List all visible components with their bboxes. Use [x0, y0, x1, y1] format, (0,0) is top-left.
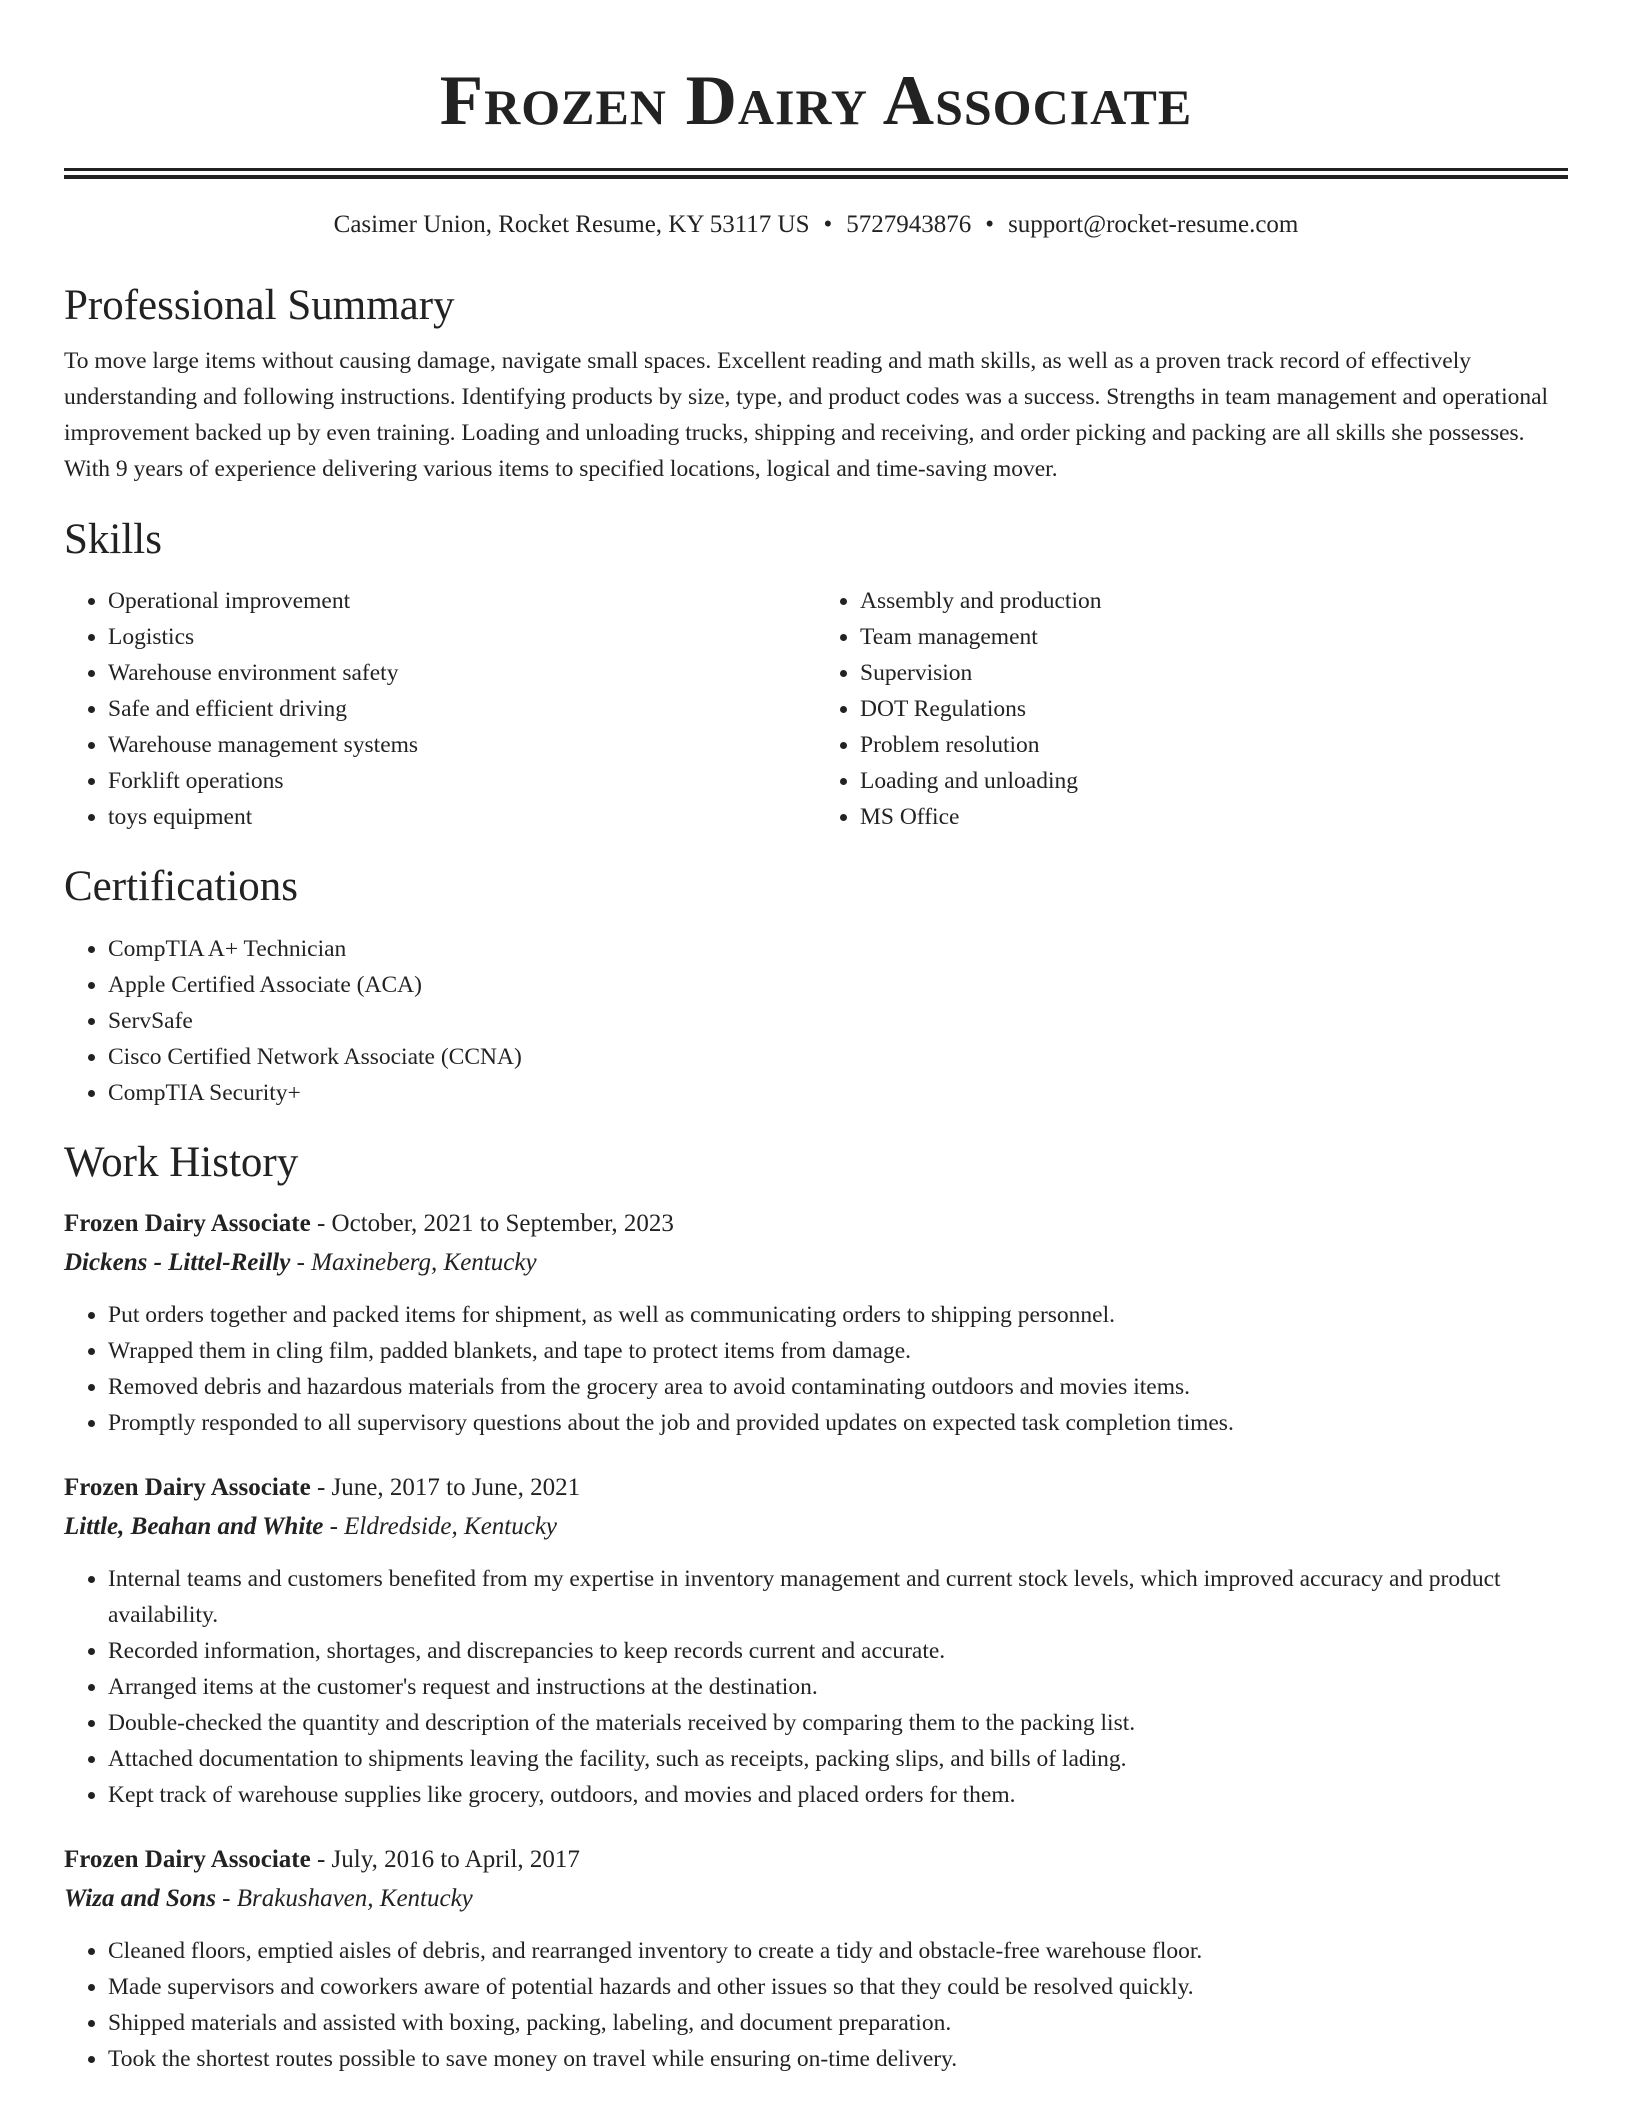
page-title: Frozen Dairy Associate [439, 62, 1193, 140]
job-bullet: • Put orders together and packed items for shipment, as well as communicating orders to shipping personnel. [108, 1297, 1568, 1333]
certification-item: • Apple Certified Associate (ACA) [108, 967, 1568, 1003]
job-title: Frozen Dairy Associate [64, 1210, 311, 1237]
job-employer-line [64, 1879, 1568, 1919]
certification-item: • CompTIA A+ Technician [108, 931, 1568, 967]
skills-list-right [816, 583, 1568, 835]
job-bullet: • Cleaned floors, emptied aisles of debris, and rearranged inventory to create a tidy and obstacle-free warehouse floor. [108, 1933, 1568, 1969]
contact-address: Casimer Union, Rocket Resume, KY 53117 US [333, 211, 810, 238]
certification-item: • Cisco Certified Network Associate (CCNA) [108, 1039, 1568, 1075]
job-header [64, 1841, 1568, 1879]
job-dates: - October, 2021 to September, 2023 [310, 1210, 674, 1237]
employer-name: Little, Beahan and White [64, 1513, 324, 1540]
job-header [64, 1469, 1568, 1507]
summary-heading: Professional Summary [64, 282, 455, 329]
certification-item: • CompTIA Security+ [108, 1075, 1568, 1111]
skill-item: • Warehouse management systems [108, 727, 816, 763]
skill-item: • DOT Regulations [860, 691, 1568, 727]
skill-item: • Operational improvement [108, 583, 816, 619]
job-entry [64, 1469, 1568, 1813]
skill-item: • Team management [860, 619, 1568, 655]
job-dates: - June, 2017 to June, 2021 [310, 1474, 581, 1501]
job-title: Frozen Dairy Associate [64, 1846, 311, 1873]
skill-item: • MS Office [860, 799, 1568, 835]
job-bullet: • Removed debris and hazardous materials from the grocery area to avoid contaminating outdoors and movies items. [108, 1369, 1568, 1405]
employer-name: Wiza and Sons [64, 1885, 216, 1912]
job-entry [64, 1205, 1568, 1441]
job-bullets [64, 1561, 1568, 1813]
job-dates: - July, 2016 to April, 2017 [310, 1846, 580, 1873]
employer-location: - Brakushaven, Kentucky [215, 1885, 473, 1912]
skill-item: • Safe and efficient driving [108, 691, 816, 727]
job-bullet: • Double-checked the quantity and description of the materials received by comparing them to the packing list. [108, 1705, 1568, 1741]
employer-location: - Eldredside, Kentucky [323, 1513, 558, 1540]
work-history-heading: Work History [64, 1139, 299, 1186]
skill-item: • Loading and unloading [860, 763, 1568, 799]
job-employer-line [64, 1507, 1568, 1547]
job-bullets [64, 1933, 1568, 2077]
job-bullet: • Internal teams and customers benefited from my expertise in inventory management and current stock levels, which improved accuracy and product availability. [108, 1561, 1568, 1633]
skill-item: • Supervision [860, 655, 1568, 691]
skill-item: • Problem resolution [860, 727, 1568, 763]
contact-separator: • [823, 211, 833, 238]
employer-location: - Maxineberg, Kentucky [290, 1249, 537, 1276]
job-bullet: • Wrapped them in cling film, padded blankets, and tape to protect items from damage. [108, 1333, 1568, 1369]
job-employer-line [64, 1243, 1568, 1283]
skill-item: • toys equipment [108, 799, 816, 835]
skill-item: • Assembly and production [860, 583, 1568, 619]
contact-phone: 5727943876 [846, 211, 972, 238]
job-bullets [64, 1297, 1568, 1441]
certifications-heading: Certifications [64, 863, 299, 910]
job-bullet: • Took the shortest routes possible to save money on travel while ensuring on-time delivery. [108, 2041, 1568, 2077]
job-title: Frozen Dairy Associate [64, 1474, 311, 1501]
skill-item: • Logistics [108, 619, 816, 655]
employer-name: Dickens - Littel-Reilly [64, 1249, 291, 1276]
contact-email: support@rocket-resume.com [1008, 211, 1299, 238]
job-entry [64, 1841, 1568, 2077]
contact-separator: • [985, 211, 995, 238]
job-bullet: • Attached documentation to shipments leaving the facility, such as receipts, packing slips, and bills of lading. [108, 1741, 1568, 1777]
skills-list-left [64, 583, 816, 835]
summary-text: To move large items without causing damage, navigate small spaces. Excellent reading and math skills, as well as a proven track record of effectively understanding and following instructions. Identifying products by size, type, and product codes was a success. Strengths in team management and operational improvement backed up by even training. Loading and unloading trucks, shipping and receiving, and order picking and packing are all skills she possesses. With 9 years of experience delivering various items to specified locations, logical and time-saving mover. [64, 348, 1549, 482]
job-bullet: • Kept track of warehouse supplies like grocery, outdoors, and movies and placed orders for them. [108, 1777, 1568, 1813]
job-bullet: • Made supervisors and coworkers aware of potential hazards and other issues so that they could be resolved quickly. [108, 1969, 1568, 2005]
skill-item: • Forklift operations [108, 763, 816, 799]
job-bullet: • Promptly responded to all supervisory questions about the job and provided updates on expected task completion times. [108, 1405, 1568, 1441]
contact-line [64, 209, 1568, 241]
certifications-list [64, 931, 1568, 1111]
job-bullet: • Shipped materials and assisted with boxing, packing, labeling, and document preparation. [108, 2005, 1568, 2041]
job-bullet: • Recorded information, shortages, and discrepancies to keep records current and accurate. [108, 1633, 1568, 1669]
certification-item: • ServSafe [108, 1003, 1568, 1039]
skills-columns [64, 583, 1568, 835]
job-bullet: • Arranged items at the customer's request and instructions at the destination. [108, 1669, 1568, 1705]
title-divider [64, 168, 1568, 179]
job-header [64, 1205, 1568, 1243]
skill-item: • Warehouse environment safety [108, 655, 816, 691]
skills-heading: Skills [64, 516, 162, 563]
